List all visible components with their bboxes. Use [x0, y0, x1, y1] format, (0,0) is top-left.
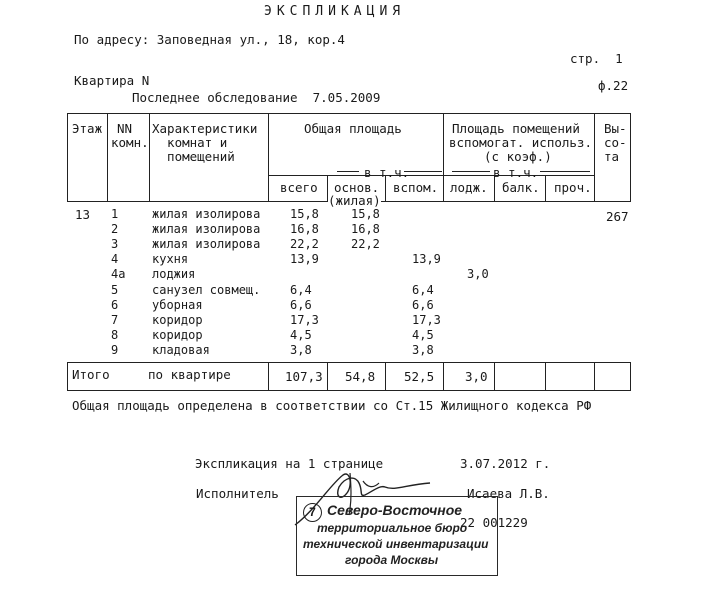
- header-main-sub: (жилая): [328, 193, 381, 208]
- pages-note: Экспликация на 1 странице: [195, 456, 384, 471]
- stamp-number: 7: [303, 503, 322, 522]
- stamp-line-1: Северо-Восточное: [327, 502, 463, 518]
- room-number: 4а: [111, 267, 126, 281]
- room-aux-area: 6,6: [412, 298, 434, 312]
- registry-code: 22 001229: [460, 515, 528, 530]
- header-aux: вспом.: [393, 180, 439, 195]
- room-number: 9: [111, 343, 119, 357]
- room-name: лоджия: [152, 267, 196, 281]
- address-line: По адресу: Заповедная ул., 18, кор.4: [74, 32, 345, 47]
- room-name: коридор: [152, 328, 203, 342]
- room-name: жилая изолирова: [152, 237, 261, 251]
- room-aux-area: 6,4: [412, 283, 434, 297]
- header-other: проч.: [554, 180, 592, 195]
- legal-note: Общая площадь определена в соответствии со Ст.15 Жилищного кодекса РФ: [72, 398, 592, 413]
- room-name: жилая изолирова: [152, 222, 261, 236]
- stamp-line-4: города Москвы: [345, 553, 439, 567]
- stamp-line-2: территориальное бюро: [317, 521, 468, 535]
- room-total-area: 17,3: [290, 313, 319, 327]
- header-nn-sub: комн.: [111, 135, 149, 150]
- header-incl-main: в т.ч.: [364, 165, 410, 180]
- totals-sub: по квартире: [148, 367, 231, 382]
- header-height-2: со-: [604, 135, 627, 150]
- room-total-area: 3,8: [290, 343, 312, 357]
- header-chars-1: Характеристики: [152, 121, 258, 136]
- header-aux-area-3: (с коэф.): [484, 149, 552, 164]
- room-number: 5: [111, 283, 119, 297]
- header-floor: Этаж: [72, 121, 103, 136]
- totals-total: 107,3: [285, 369, 323, 384]
- room-main-area: 16,8: [351, 222, 380, 236]
- room-total-area: 6,4: [290, 283, 312, 297]
- room-total-area: 22,2: [290, 237, 319, 251]
- room-total-area: 16,8: [290, 222, 319, 236]
- header-loggia: лодж.: [450, 180, 488, 195]
- stamp-line-3: технической инвентаризации: [303, 537, 489, 551]
- header-incl-aux: в т.ч.: [493, 165, 539, 180]
- room-number: 8: [111, 328, 119, 342]
- totals-label: Итого: [72, 367, 110, 382]
- office-stamp: [296, 496, 498, 576]
- room-number: 1: [111, 207, 119, 221]
- room-aux-area: 17,3: [412, 313, 441, 327]
- room-main-area: 15,8: [351, 207, 380, 221]
- page-number: стр. 1: [570, 51, 623, 66]
- room-number: 3: [111, 237, 119, 251]
- room-name: уборная: [152, 298, 203, 312]
- totals-loggia: 3,0: [465, 369, 488, 384]
- header-height-1: Вы-: [604, 121, 627, 136]
- executor-name: Исаева Л.В.: [467, 486, 550, 501]
- room-total-area: 13,9: [290, 252, 319, 266]
- room-main-area: 22,2: [351, 237, 380, 251]
- floor-value: 13: [75, 207, 91, 222]
- room-total-area: 15,8: [290, 207, 319, 221]
- room-total-area: 4,5: [290, 328, 312, 342]
- room-number: 4: [111, 252, 119, 266]
- room-loggia-area: 3,0: [467, 267, 489, 281]
- header-aux-area-2: вспомогат. использ.: [449, 135, 592, 150]
- room-number: 6: [111, 298, 119, 312]
- header-main: основ.: [334, 180, 380, 195]
- header-nn: NN: [117, 121, 133, 136]
- header-aux-area-1: Площадь помещений: [452, 121, 580, 136]
- header-total-area: Общая площадь: [304, 121, 402, 136]
- document-title: ЭКСПЛИКАЦИЯ: [264, 4, 406, 19]
- executor-label: Исполнитель: [196, 486, 279, 501]
- header-chars-2: комнат и: [152, 135, 228, 150]
- form-code: ф.22: [598, 78, 629, 93]
- survey-date: Последнее обследование 7.05.2009: [132, 90, 381, 105]
- header-chars-3: помещений: [152, 149, 235, 164]
- room-number: 7: [111, 313, 119, 327]
- room-name: санузел совмещ.: [152, 283, 261, 297]
- apartment-label: Квартира N: [74, 73, 150, 88]
- room-name: жилая изолирова: [152, 207, 261, 221]
- room-name: кладовая: [152, 343, 210, 357]
- room-name: коридор: [152, 313, 203, 327]
- room-total-area: 6,6: [290, 298, 312, 312]
- header-all: всего: [280, 180, 318, 195]
- room-aux-area: 4,5: [412, 328, 434, 342]
- totals-aux: 52,5: [404, 369, 435, 384]
- header-balcony: балк.: [502, 180, 540, 195]
- header-height-3: та: [604, 149, 620, 164]
- room-aux-area: 3,8: [412, 343, 434, 357]
- issue-date: 3.07.2012 г.: [460, 456, 551, 471]
- room-aux-area: 13,9: [412, 252, 441, 266]
- room-number: 2: [111, 222, 119, 236]
- room-name: кухня: [152, 252, 189, 266]
- height-value: 267: [606, 209, 629, 224]
- totals-main: 54,8: [345, 369, 376, 384]
